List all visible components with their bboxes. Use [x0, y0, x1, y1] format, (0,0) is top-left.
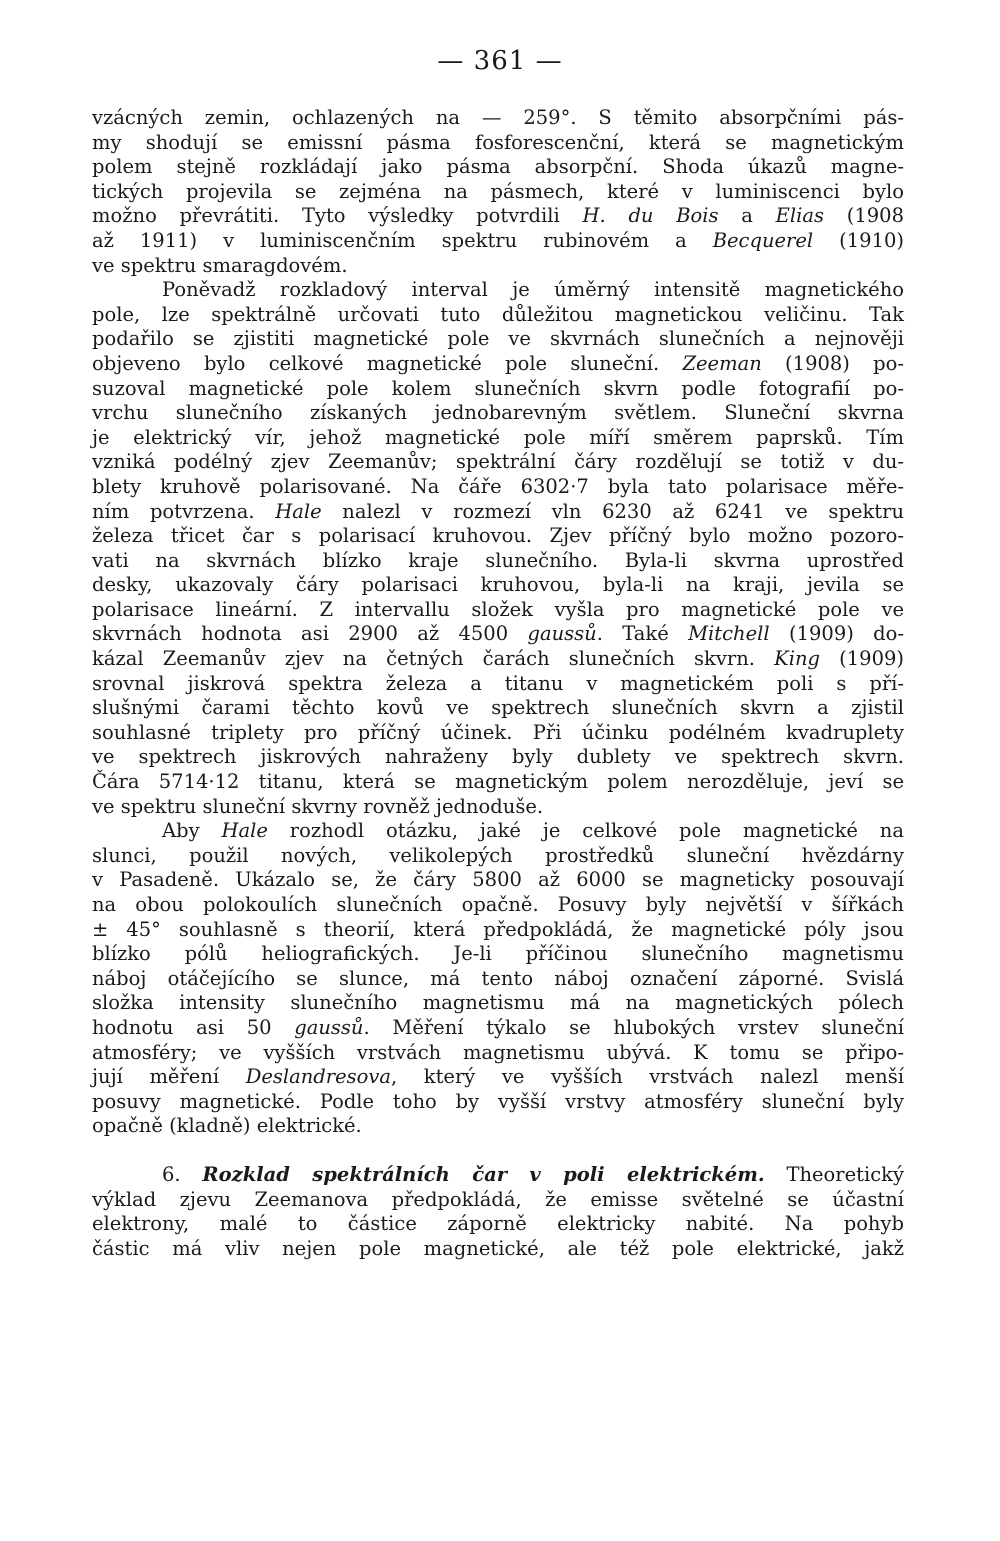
text-line: ve spektrech jiskrových nahraženy byly dublety ve spektrech skvrn. — [92, 745, 904, 769]
text-line: v Pasadeně. Ukázalo se, že čáry 5800 až 6000 se magneticky posouvají — [92, 868, 904, 892]
text-line: polarisace lineární. Z intervallu složek vyšla pro magnetické pole ve — [92, 597, 904, 621]
text-line: je elektrický vír, jehož magnetické pole míří směrem paprsků. Tím — [92, 425, 904, 449]
text-line: vati na skvrnách blízko kraje slunečního. Byla-li skvrna uprostřed — [92, 548, 904, 572]
text-line: možno převrátiti. Tyto výsledky potvrdili H. du Bois a Elias (1908 — [92, 204, 904, 228]
text-line: tických projevila se zejména na pásmech, které v luminiscenci bylo — [92, 179, 904, 203]
text-line: slušnými čarami těchto kovů ve spektrech slunečních skvrn a zjistil — [92, 696, 904, 720]
text-line: suzoval magnetické pole kolem slunečních skvrn podle fotografií po- — [92, 376, 904, 400]
text-line: opačně (kladně) elektrické. — [92, 1114, 362, 1138]
paragraph — [92, 106, 904, 278]
italic-name: gaussů — [527, 622, 597, 646]
italic-name: Mitchell — [688, 622, 770, 646]
text-line: desky, ukazovaly čáry polarisaci kruhovou, byla-li na kraji, jevila se — [92, 573, 904, 597]
text-line: polem stejně rozkládají jako pásma absorpční. Shoda úkazů magne- — [92, 155, 904, 179]
text-line: ve spektru smaragdovém. — [92, 253, 348, 277]
text-line: ± 45° souhlasně s theorií, která předpokládá, že magnetické póly jsou — [92, 917, 904, 941]
text-line: souhlasné triplety pro příčný účinek. Při účinku podélném kvadruplety — [92, 720, 904, 744]
text-line: železa třicet čar s polarisací kruhovou. Zjev příčný bylo možno pozoro- — [92, 524, 904, 548]
text-line: elektrony, malé to částice záporně elektricky nabité. Na pohyb — [92, 1212, 904, 1236]
text-line: atmosféry; ve vyšších vrstvách magnetismu ubývá. K tomu se připo- — [92, 1040, 904, 1064]
text-line: my shodují se emissní pásma fosforescenční, která se magnetickým — [92, 130, 904, 154]
italic-name: Becquerel — [712, 228, 814, 252]
paragraph — [92, 819, 904, 1139]
page-number: — 361 — — [437, 46, 563, 76]
text-line: posuvy magnetické. Podle toho by vyšší vrstvy atmosféry sluneční byly — [92, 1089, 904, 1113]
text-line: podařilo se zjistiti magnetické pole ve skvrnách slunečních a nejnověji — [92, 327, 904, 351]
italic-name: gaussů — [294, 1015, 364, 1039]
text-line: až 1911) v luminiscenčním spektru rubinovém a Becquerel (1910) — [92, 228, 904, 252]
text-line: složka intensity slunečního magnetismu má na magnetických pólech — [92, 991, 904, 1015]
italic-name: Hale — [221, 819, 268, 843]
text-line: ve spektru sluneční skvrny rovněž jednoduše. — [92, 794, 544, 818]
italic-name: Hale — [275, 499, 322, 523]
text-line: vzniká podélný zjev Zeemanův; spektrální čáry rozdělují se totiž v du- — [92, 450, 904, 474]
italic-name: H. du Bois — [582, 204, 719, 228]
body-text — [92, 106, 904, 1261]
text-line: částic má vliv nejen pole magnetické, ale též pole elektrické, jakž — [92, 1236, 904, 1260]
text-line: slunci, použil nových, velikolepých prostředků sluneční hvězdárny — [92, 843, 904, 867]
text-line: výklad zjevu Zeemanova předpokládá, že emisse světelné se účastní — [92, 1187, 904, 1211]
text-line: kázal Zeemanův zjev na četných čarách slunečních skvrn. King (1909) — [92, 647, 904, 671]
italic-name: Elias — [775, 204, 825, 228]
text-line: skvrnách hodnota asi 2900 až 4500 gaussů. Také Mitchell (1909) do- — [92, 622, 904, 646]
text-line: blety kruhově polarisované. Na čáře 6302·7 byla tato polarisace měře- — [92, 474, 904, 498]
paragraph — [92, 278, 904, 819]
text-line: 6. Rozklad spektrálních čar v poli elektrickém. Theoretický — [162, 1162, 904, 1186]
text-line: ním potvrzena. Hale nalezl v rozmezí vln 6230 až 6241 ve spektru — [92, 499, 904, 523]
text-line: na obou polokoulích slunečních opačně. Posuvy byly největší v šířkách — [92, 893, 904, 916]
text-line: vrchu slunečního získaných jednobarevným světlem. Sluneční skvrna — [92, 401, 904, 425]
text-line: Aby Hale rozhodl otázku, jaké je celkové pole magnetické na — [162, 819, 904, 843]
italic-name: King — [774, 647, 820, 671]
section-gap — [92, 1139, 904, 1163]
text-line: náboj otáčejícího se slunce, má tento náboj označení záporné. Svislá — [92, 966, 904, 990]
text-line: vzácných zemin, ochlazených na — 259°. S těmito absorpčními pás- — [92, 106, 904, 129]
text-line: Čára 5714·12 titanu, která se magnetickým polem nerozděluje, jeví se — [92, 770, 904, 794]
text-line: srovnal jiskrová spektra železa a titanu v magnetickém poli s pří- — [92, 671, 904, 695]
italic-name: Zeeman — [682, 351, 762, 375]
section-heading-paragraph — [92, 1163, 904, 1261]
text-line: Poněvadž rozkladový interval je úměrný intensitě magnetického — [162, 278, 904, 302]
text-line: pole, lze spektrálně určovati tuto důležitou magnetickou veličinu. Tak — [92, 302, 904, 326]
italic-name: Deslandresova — [245, 1065, 392, 1089]
text-line: jují měření Deslandresova, který ve vyšších vrstvách nalezl menší — [92, 1065, 904, 1089]
text-line: hodnotu asi 50 gaussů. Měření týkalo se hlubokých vrstev sluneční — [92, 1015, 904, 1039]
text-line: blízko pólů heliografických. Je-li příčinou slunečního magnetismu — [92, 942, 904, 966]
section-title: Rozklad spektrálních čar v poli elektrickém. — [202, 1162, 765, 1186]
text-line: objeveno bylo celkové magnetické pole sluneční. Zeeman (1908) po- — [92, 351, 904, 375]
